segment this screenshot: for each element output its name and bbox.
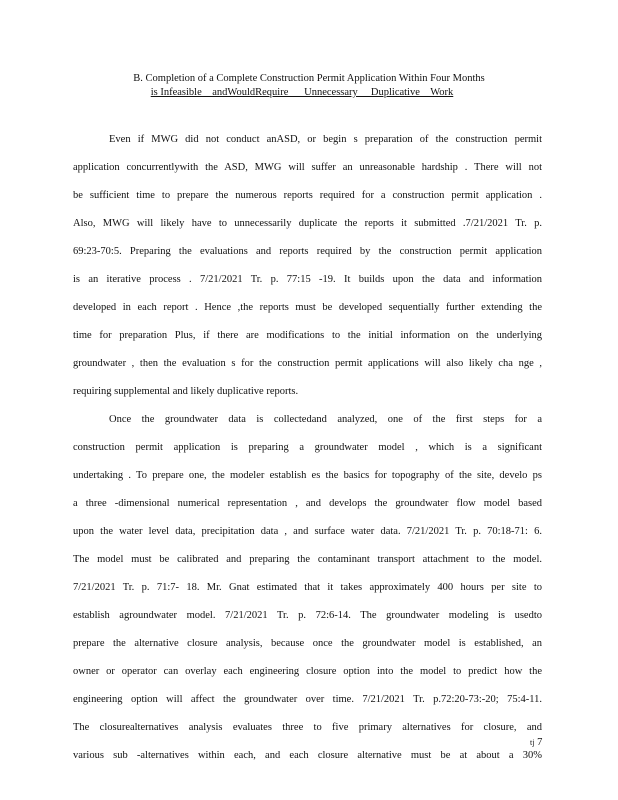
section-heading-line-1: B. Completion of a Complete Construction Permit Application Within Four Months <box>133 73 485 84</box>
page-number <box>530 736 542 749</box>
body-line: Also, MWG will likely have to unnecessarily duplicate the reports it submitted .7/21/2021 Tr. p. <box>73 218 542 229</box>
body-line: is an iterative process . 7/21/2021 Tr. p. 77:15 -19. It builds upon the data and information <box>73 274 542 285</box>
body-line: developed in each report . Hence ,the reports must be developed sequentially further extending the <box>73 302 542 313</box>
body-line: The closurealternatives analysis evaluates three to five primary alternatives for closure, and <box>73 722 542 733</box>
body-line: Once the groundwater data is collectedand analyzed, one of the first steps for a <box>109 414 542 425</box>
body-line: The model must be calibrated and preparing the contaminant transport attachment to the model. <box>73 554 542 565</box>
body-line: 7/21/2021 Tr. p. 71:7- 18. Mr. Gnat estimated that it takes approximately 400 hours per site to <box>73 582 542 593</box>
body-line: a three -dimensional numerical representation , and develops the groundwater flow model based <box>73 498 542 509</box>
body-line: time for preparation Plus, if there are modifications to the initial information on the underlying <box>73 330 542 341</box>
section-heading-line-2 <box>0 86 618 99</box>
body-line: establish agroundwater model. 7/21/2021 Tr. p. 72:6-14. The groundwater modeling is usedto <box>73 610 542 621</box>
body-line: owner or operator can overlay each engineering closure option into the model to predict how the <box>73 666 542 677</box>
body-line: groundwater , then the evaluation s for the construction permit applications will also likely cha nge , <box>73 358 542 369</box>
page-marker: tj <box>530 738 535 747</box>
body-line: be sufficient time to prepare the numerous reports required for a construction permit application . <box>73 190 542 201</box>
section-heading-underlined: is Infeasible andWouldRequire Unnecessary Duplicative Work <box>150 87 454 98</box>
body-line: upon the water level data, precipitation data , and surface water data. 7/21/2021 Tr. p. 70:18-71: 6. <box>73 526 542 537</box>
body-line: engineering option will affect the groundwater over time. 7/21/2021 Tr. p.72:20-73:-20; 75:4-11. <box>73 694 542 705</box>
body-line: application concurrentlywith the ASD, MWG will suffer an unreasonable hardship . There will not <box>73 162 542 173</box>
body-line: undertaking . To prepare one, the modeler establish es the basics for topography of the site, develo ps <box>73 470 542 481</box>
body-line: construction permit application is preparing a groundwater model , which is a significant <box>73 442 542 453</box>
page-number-value: 7 <box>537 737 543 748</box>
body-line: 69:23-70:5. Preparing the evaluations and reports required by the construction permit application <box>73 246 542 257</box>
body-line: Even if MWG did not conduct anASD, or begin s preparation of the construction permit <box>109 134 542 145</box>
body-line: prepare the alternative closure analysis, because once the groundwater model is established, an <box>73 638 542 649</box>
body-line: various sub -alternatives within each, and each closure alternative must be at about a 30% <box>73 750 542 761</box>
body-line: requiring supplemental and likely duplicative reports. <box>73 386 299 397</box>
